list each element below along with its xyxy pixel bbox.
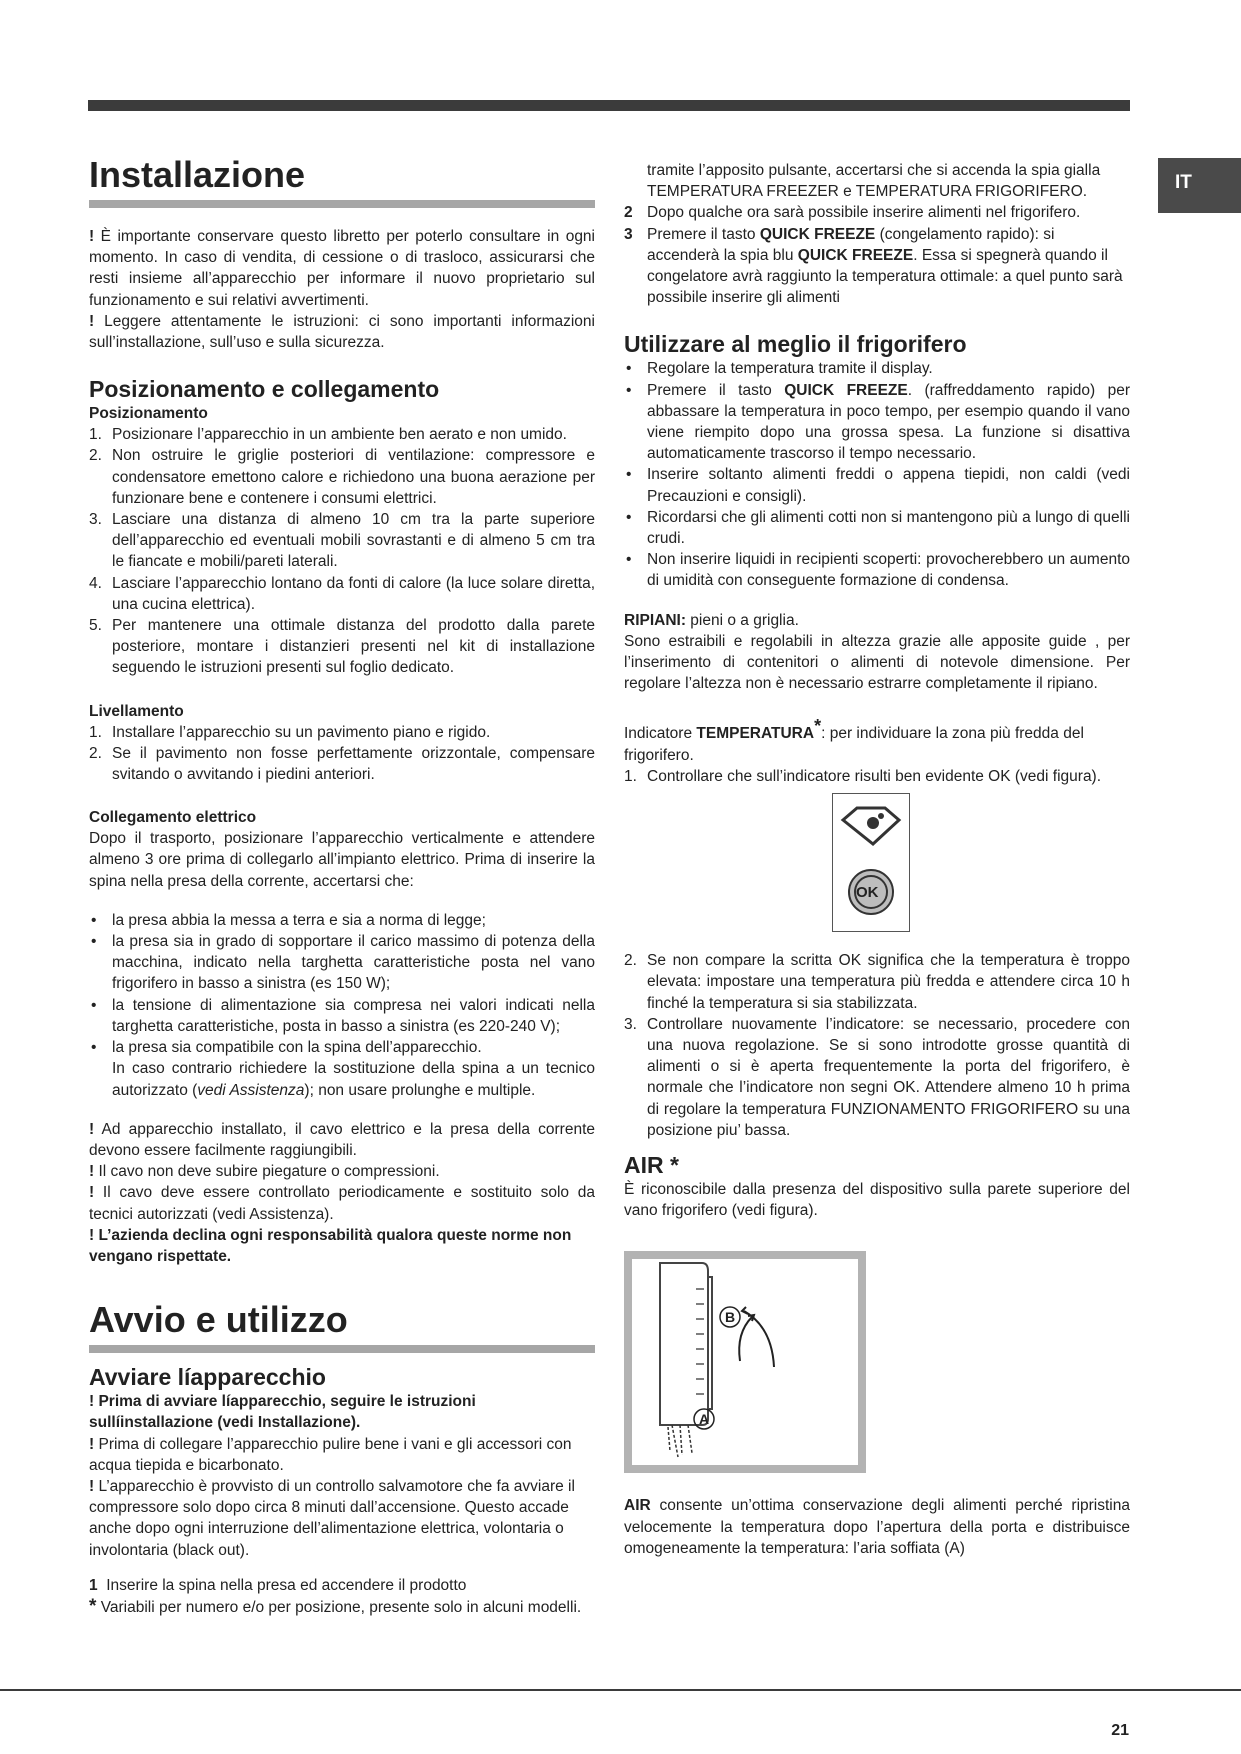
list-item: • la tensione di alimentazione sia compresa nei valori indicati nella targhetta caratteristiche, posta in basso a sinistra (es 220-240 V);	[89, 995, 595, 1037]
list-item: • la presa sia compatibile con la spina dell’apparecchio.	[89, 1037, 595, 1058]
section-title-avvio: Avvio e utilizzo	[89, 1297, 595, 1353]
ripiani-line: RIPIANI: pieni o a griglia.	[624, 611, 799, 629]
collegamento-paragraph: Dopo il trasporto, posizionare l’apparecchio verticalmente e attendere almeno 3 ore prima di collegarlo all’impianto elettrico. Prima di inserire la spina nella presa della corrente, accertarsi che:	[89, 830, 595, 890]
indicatore-paragraph: Indicatore TEMPERATURA*: per individuare la zona più fredda del frigorifero.	[624, 716, 1084, 764]
air-device-diagram	[632, 1259, 858, 1465]
footnote: * Variabili per numero e/o per posizione, presente solo in alcuni modelli.	[89, 1595, 582, 1617]
list-item: 1. Posizionare l’apparecchio in un ambiente ben aerato e non umido.	[89, 426, 567, 444]
air-paragraph-1: È riconoscibile dalla presenza del dispositivo sulla parete superiore del vano frigorifero (vedi figura).	[624, 1181, 1130, 1220]
list-item: 2. Non ostruire le griglie posteriori di ventilazione: compressore e condensatore emettono calore e richiedono una buona aerazione per funzionare bene e contenere i consumi elettrici.	[89, 447, 595, 507]
list-item: 3. Lasciare una distanza di almeno 10 cm tra la parte superiore dell’apparecchio ed eventuali mobili sovrastanti e di almeno 5 cm tra le fiancate e mobili/pareti laterali.	[89, 511, 595, 571]
list-item: 2. Se il pavimento non fosse perfettamente orizzontale, compensare svitando o avvitando i piedini anteriori.	[89, 744, 595, 784]
avvio-steps	[624, 202, 1130, 308]
label-b: B	[725, 1309, 736, 1326]
section-title-installazione: Installazione	[89, 152, 595, 208]
list-item: • la presa sia in grado di sopportare il carico massimo di potenza della macchina, indicato nella targhetta caratteristiche posta nel vano frigorifero in basso a sinistra (es 150 W);	[89, 931, 595, 995]
list-item: 5. Per mantenere una ottimale distanza del prodotto dalla parete posteriore, montare i distanzieri presenti nel kit di installazione seguendo le istruzioni presenti sul foglio dedicato.	[89, 617, 595, 677]
list-item: 4. Lasciare l’apparecchio lontano da fonti di calore (la luce solare diretta, una cucina elettrica).	[89, 574, 595, 613]
warning-1: ! Ad apparecchio installato, il cavo elettrico e la presa della corrente devono essere facilmente raggiungibili.	[89, 1120, 595, 1159]
utilizzare-bullets	[624, 358, 1130, 591]
avvio-bold-note: ! Prima di avviare líapparecchio, seguire le istruzioni sullíinstallazione (vedi Installazione).	[89, 1393, 476, 1432]
avvio-paragraph-2: ! L’apparecchio è provvisto di un controllo salvamotore che fa avviare il compressore solo dopo circa 8 minuti dall’accensione. Questo accade anche dopo ogni interruzione dell’alimentazione elettrica, volontaria o involontaria (black out).	[89, 1477, 575, 1559]
temperature-indicator-icon	[833, 794, 909, 931]
posizionamento-list	[89, 424, 595, 678]
subheading-posizionamento: Posizionamento	[89, 405, 208, 423]
warning-4: ! L’azienda declina ogni responsabilità qualora queste norme non vengano rispettate.	[89, 1226, 572, 1265]
list-item: 2. Se non compare la scritta OK significa che la temperatura è troppo elevata: impostare una temperatura più fredda e attendere circa 10 h finché la temperatura si sia stabilizzata.	[624, 952, 1130, 1012]
left-column	[89, 152, 595, 1618]
subheading-livellamento: Livellamento	[89, 702, 184, 720]
label-a: A	[699, 1411, 710, 1428]
avvio-paragraph-1: ! Prima di collegare l’apparecchio pulire bene i vani e gli accessori con acqua tiepida e bicarbonato.	[89, 1435, 572, 1474]
list-item: • Inserire soltanto alimenti freddi o appena tiepidi, non caldi (vedi Precauzioni e consigli).	[624, 464, 1130, 506]
heading-avviare-apparecchio: Avviare líapparecchio	[89, 1364, 326, 1391]
right-column	[624, 160, 1130, 1559]
intro-paragraph-2: ! Leggere attentamente le istruzioni: ci sono importanti informazioni sull’installazione, sull’uso e sulla sicurezza.	[89, 312, 595, 352]
air-paragraph-2: AIR consente un’ottima conservazione degli alimenti perché ripristina velocemente la temperatura dopo l’apertura della porta e distribuisce omogeneamente la temperatura: l’aria soffiata (A)	[624, 1497, 1130, 1557]
indicatore-list-2	[624, 950, 1130, 1141]
indicatore-list-1	[624, 766, 1130, 787]
ripiani-paragraph: Sono estraibili e regolabili in altezza grazie alle apposite guide , per l’inserimento di contenitori o alimenti di notevole dimensione. Per regolare l’altezza non è necessario estrarre completamente il ripiano.	[624, 632, 1130, 693]
language-tab: IT	[1158, 158, 1241, 213]
air-device-figure	[624, 1251, 866, 1473]
avvio-step-1: 1 Inserire la spina nella presa ed accendere il prodotto	[89, 1576, 467, 1594]
step-1-continuation: tramite l’apposito pulsante, accertarsi che si accenda la spia gialla TEMPERATURA FREEZER e TEMPERATURA FRIGORIFERO.	[647, 162, 1101, 201]
list-item: 1. Installare l’apparecchio su un pavimento piano e rigido.	[89, 723, 491, 741]
list-item: • Regolare la temperatura tramite il display.	[624, 358, 1130, 379]
list-item: • Premere il tasto QUICK FREEZE. (raffreddamento rapido) per abbassare la temperatura in poco tempo, per esempio quando il vano viene riempito dopo una grossa spesa. La funzione si disattiva automaticamente trascorso il tempo necessario.	[624, 380, 1130, 465]
page-number: 21	[1111, 1722, 1129, 1739]
collegamento-bullets	[89, 910, 595, 1058]
list-item: • Non inserire liquidi in recipienti scoperti: provocherebbero un aumento di umidità con conseguente formazione di condensa.	[624, 549, 1130, 591]
list-item: • Ricordarsi che gli alimenti cotti non si mantengono più a lungo di quelli crudi.	[624, 507, 1130, 549]
list-item: 2 Dopo qualche ora sarà possibile inserire alimenti nel frigorifero.	[624, 204, 1081, 222]
top-rule	[88, 100, 1130, 111]
ok-indicator-figure	[832, 793, 910, 932]
bottom-rule	[0, 1689, 1241, 1691]
collegamento-after-note: In caso contrario richiedere la sostituzione della spina a un tecnico autorizzato (vedi Assistenza); non usare prolunghe e multiple.	[112, 1060, 595, 1099]
list-item: 3. Controllare nuovamente l’indicatore: se necessario, procedere con una nuova regolazione. Se si sono introdotte grosse quantità di alimenti o si è aperta frequentemente la porta del frigorifero, è normale che l’indicatore non segni OK. Attendere almeno 10 h prima di regolare la temperatura FUNZIONAMENTO FRIGORIFERO su una posizione piu’ bassa.	[624, 1015, 1130, 1139]
livellamento-list	[89, 722, 595, 786]
list-item: • la presa abbia la messa a terra e sia a norma di legge;	[89, 910, 595, 931]
heading-posizionamento-collegamento: Posizionamento e collegamento	[89, 376, 440, 403]
subheading-collegamento-elettrico: Collegamento elettrico	[89, 809, 257, 827]
intro-paragraph-1: ! È importante conservare questo libretto per poterlo consultare in ogni momento. In caso di vendita, di cessione o di trasloco, assicurarsi che resti insieme all’apparecchio per informare il nuovo proprietario sul funzionamento e sui relativi avvertimenti.	[89, 228, 595, 309]
heading-air: AIR *	[624, 1152, 679, 1179]
heading-utilizzare-frigorifero: Utilizzare al meglio il frigorifero	[624, 331, 967, 358]
list-item: 1. Controllare che sull’indicatore risulti ben evidente OK (vedi figura).	[624, 768, 1102, 786]
warning-3: ! Il cavo deve essere controllato periodicamente e sostituito solo da tecnici autorizzati (vedi Assistenza).	[89, 1184, 595, 1223]
list-item: 3 Premere il tasto QUICK FREEZE (congelamento rapido): si accenderà la spia blu QUICK FREEZE. Essa si spegnerà quando il congelatore avrà raggiunto la temperatura ottimale: a quel punto sarà possibile inserire gli alimenti	[624, 225, 1123, 307]
ok-label: OK	[856, 884, 879, 902]
warning-2: ! Il cavo non deve subire piegature o compressioni.	[89, 1163, 440, 1181]
